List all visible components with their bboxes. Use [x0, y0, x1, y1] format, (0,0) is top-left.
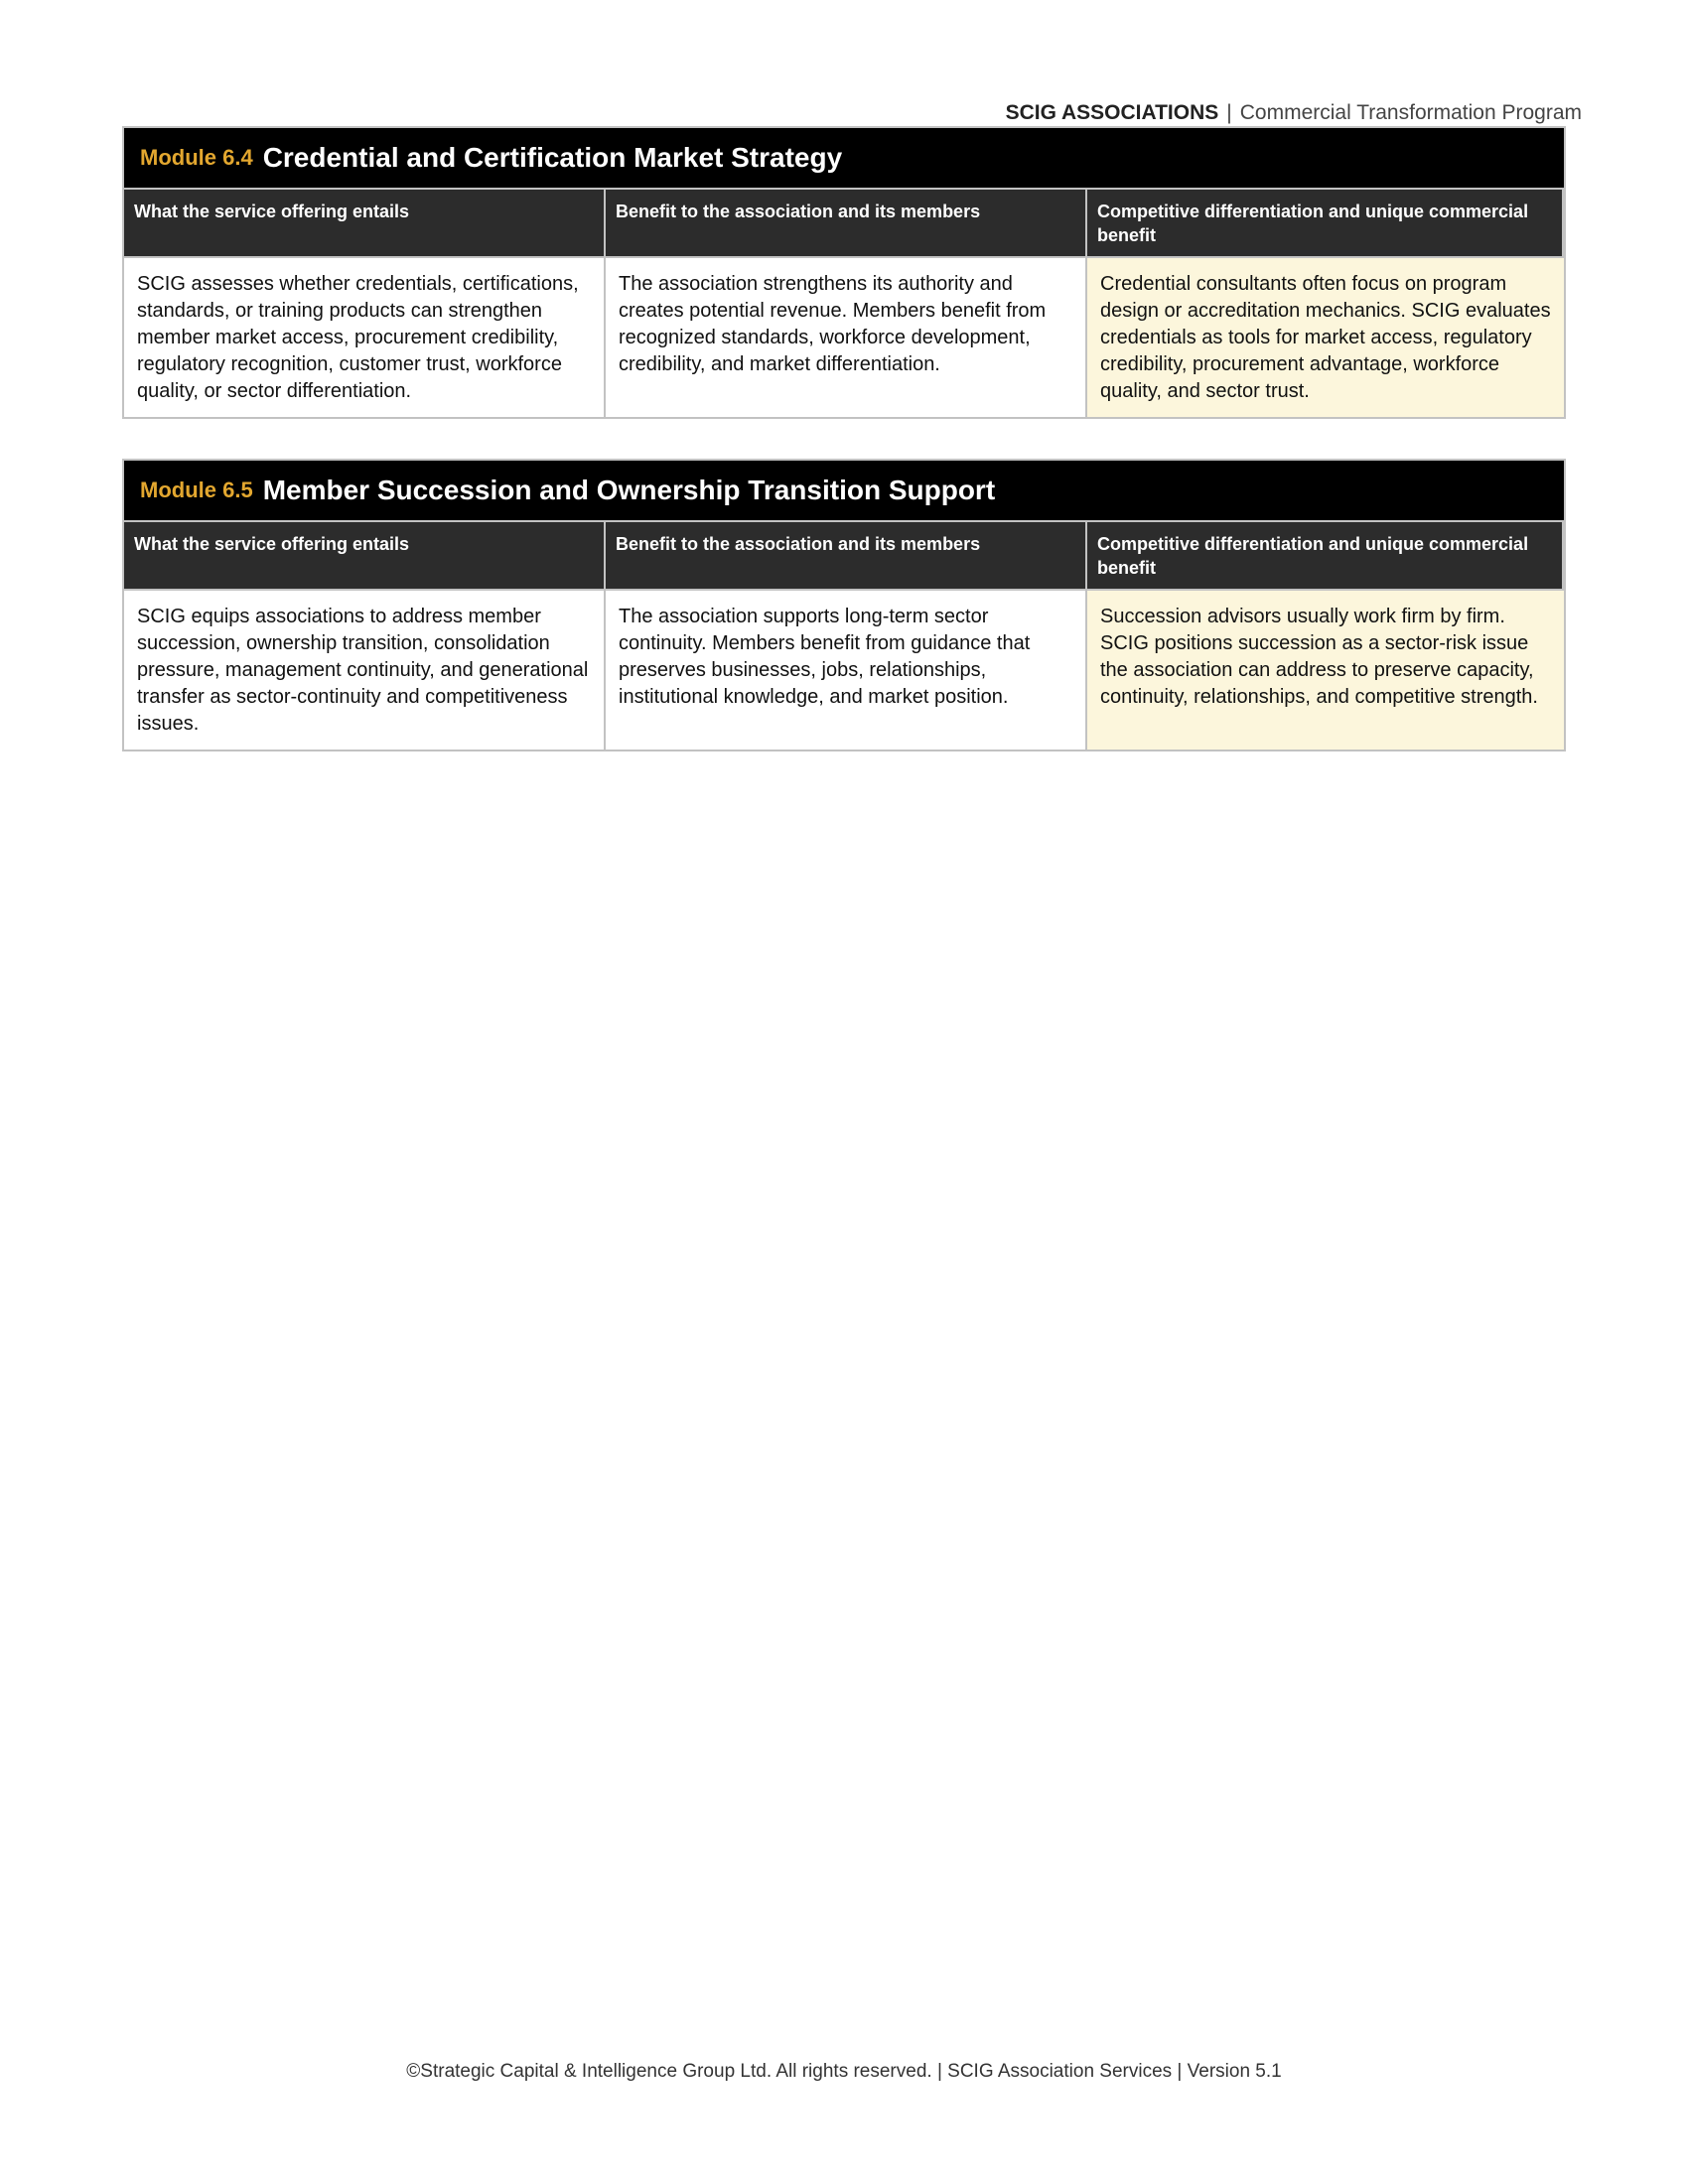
cell-differentiation: Credential consultants often focus on program design or accreditation mechanics. SCIG evaluates credentials as tools for market access, regulatory credibility, procurement advantage, workforce quality, and sector trust.	[1087, 256, 1564, 417]
module-title: Member Succession and Ownership Transition Support	[262, 475, 996, 505]
page-header	[1006, 99, 1582, 127]
module-6-4-table	[122, 126, 1566, 419]
cell-benefit: The association supports long-term sector continuity. Members benefit from guidance that preserves businesses, jobs, relationships, institutional knowledge, and market position.	[606, 589, 1087, 750]
column-header-benefit: Benefit to the association and its members	[606, 190, 1087, 256]
module-title: Credential and Certification Market Strategy	[262, 142, 843, 173]
column-header-offering: What the service offering entails	[124, 190, 606, 256]
cell-offering: SCIG equips associations to address member succession, ownership transition, consolidation pressure, management continuity, and generational transfer as sector-continuity and competitiveness issues.	[124, 589, 606, 750]
module-6-5-table	[122, 459, 1566, 751]
cell-benefit: The association strengthens its authority and creates potential revenue. Members benefit from recognized standards, workforce development, credibility, and market differentiation.	[606, 256, 1087, 417]
column-header-offering: What the service offering entails	[124, 522, 606, 589]
cell-differentiation: Succession advisors usually work firm by firm. SCIG positions succession as a sector-risk issue the association can address to preserve capacity, continuity, relationships, and competitive strength.	[1087, 589, 1564, 750]
header-program: Commercial Transformation Program	[1239, 101, 1582, 124]
cell-offering: SCIG assesses whether credentials, certifications, standards, or training products can strengthen member market access, procurement credibility, regulatory recognition, customer trust, workforce quality, or sector differentiation.	[124, 256, 606, 417]
module-number: Module 6.5	[140, 478, 253, 502]
module-grid	[124, 190, 1564, 417]
module-number: Module 6.4	[140, 145, 253, 170]
module-grid	[124, 522, 1564, 750]
column-header-benefit: Benefit to the association and its members	[606, 522, 1087, 589]
module-title-bar	[124, 128, 1564, 190]
column-header-differentiation: Competitive differentiation and unique commercial benefit	[1087, 522, 1564, 589]
page-footer: ©Strategic Capital & Intelligence Group Ltd. All rights reserved. | SCIG Association Services | Version 5.1	[406, 2061, 1282, 2082]
module-title-bar	[124, 461, 1564, 522]
header-brand: SCIG ASSOCIATIONS	[1005, 101, 1219, 124]
column-header-differentiation: Competitive differentiation and unique commercial benefit	[1087, 190, 1564, 256]
header-separator: |	[1226, 101, 1232, 124]
